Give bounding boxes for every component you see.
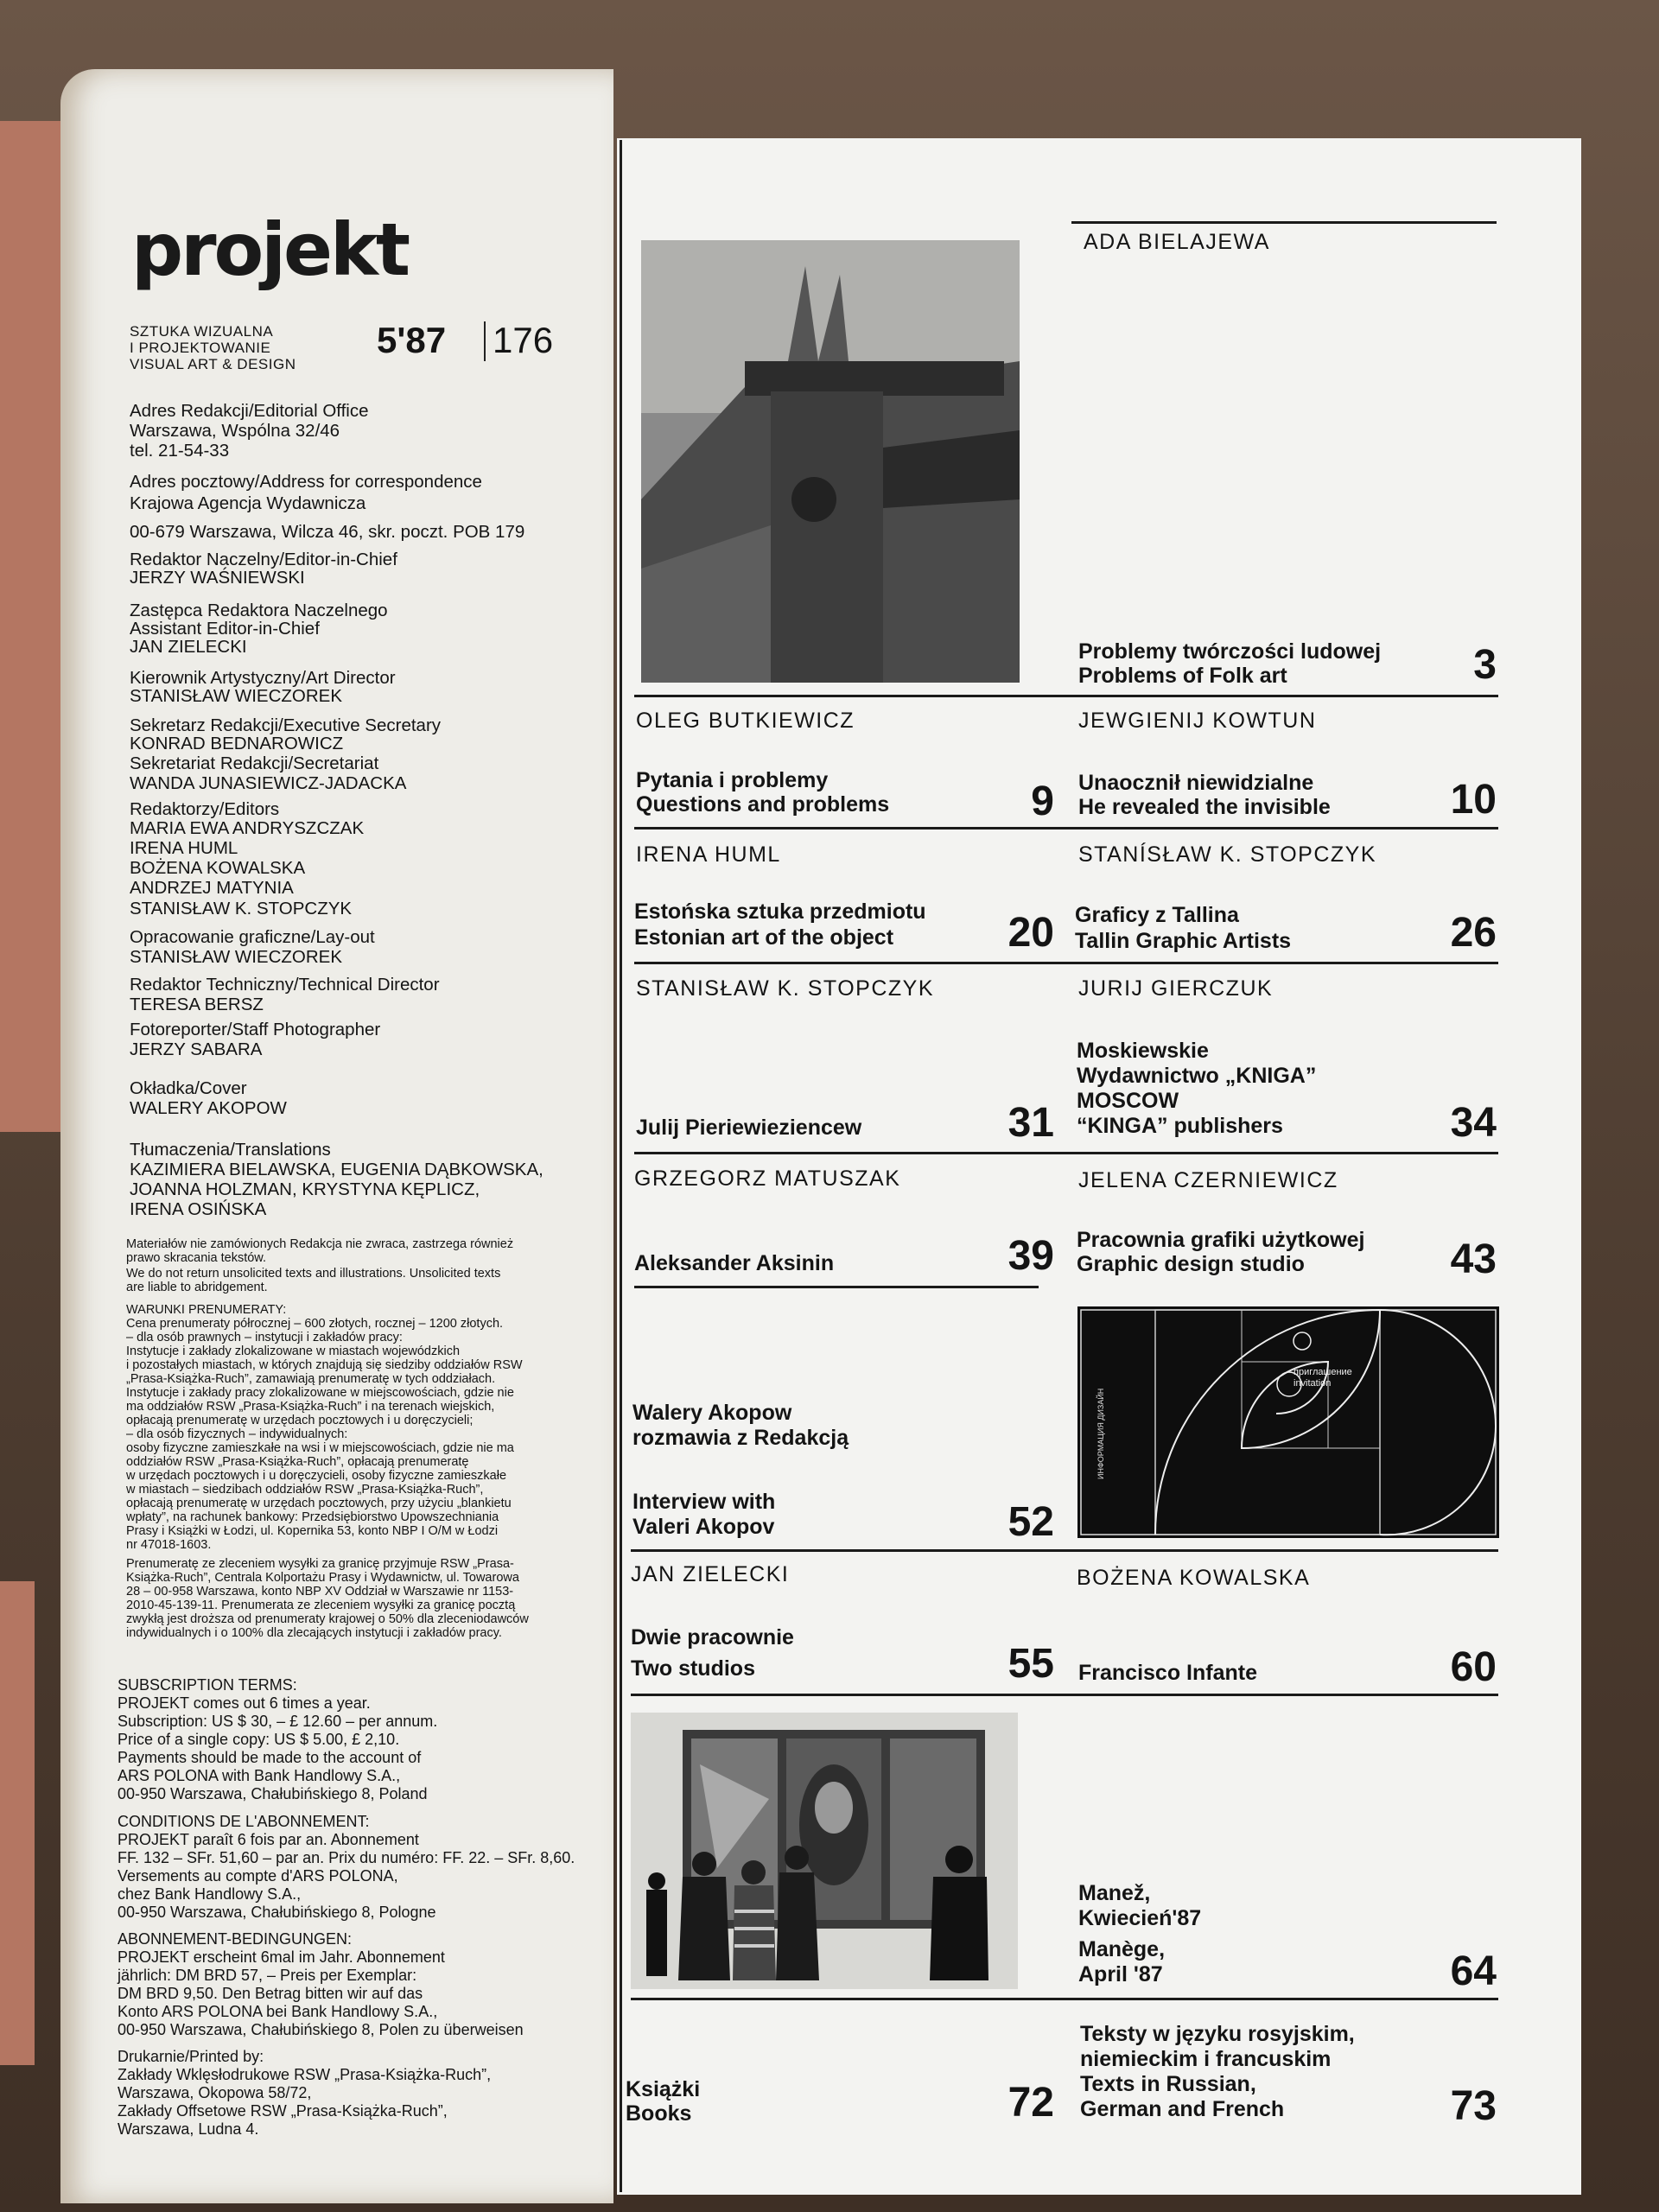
printed-line: Zakłady Offsetowe RSW „Prasa-Książka-Ruch”, [118, 2102, 448, 2120]
toc-author: GRZEGORZ MATUSZAK [634, 1166, 901, 1191]
toc-title[interactable]: He revealed the invisible [1078, 795, 1331, 819]
toc-page-number[interactable]: 34 [1450, 1100, 1497, 1146]
issue-number: 176 [493, 320, 554, 360]
toc-title[interactable]: Estonian art of the object [634, 925, 894, 950]
toc-title[interactable]: Książki [626, 2077, 701, 2101]
toc-author: STANISŁAW K. STOPCZYK [636, 976, 934, 1001]
toc-rule [634, 1286, 1039, 1288]
warunki-line: opłacają prenumeratę w urzędach pocztowych, przy użyciu „blankietu [126, 1497, 512, 1510]
toc-title[interactable]: niemieckim i francuskim [1080, 2047, 1332, 2071]
staff-line: TERESA BERSZ [130, 995, 264, 1014]
magazine-logo: projekt [131, 207, 409, 292]
toc-title[interactable]: Graphic design studio [1077, 1252, 1305, 1276]
toc-title[interactable]: Two studios [631, 1656, 755, 1681]
toc-title[interactable]: Moskiewskie [1077, 1039, 1209, 1063]
toc-title[interactable]: Valeri Akopov [632, 1515, 775, 1539]
issue-separator [484, 321, 486, 361]
toc-author: STANÍSŁAW K. STOPCZYK [1078, 842, 1376, 867]
subscription-line: SUBSCRIPTION TERMS: [118, 1676, 297, 1694]
toc-title[interactable]: Tallin Graphic Artists [1075, 929, 1292, 953]
toc-rule [634, 962, 1498, 964]
gutter-line [620, 140, 622, 2192]
subscription-line: Subscription: US $ 30, – £ 12.60 – per annum. [118, 1713, 438, 1730]
office-line: 00-679 Warszawa, Wilcza 46, skr. poczt. POB 179 [130, 522, 525, 542]
warunki-line: osoby fizyczne zamieszkałe na wsi i w miejscowościach, gdzie nie ma [126, 1441, 514, 1455]
warunki-line: nr 47018-1603. [126, 1538, 212, 1552]
bedingungen-line: jährlich: DM BRD 57, – Preis per Exemplar: [118, 1967, 417, 1984]
toc-page-number[interactable]: 73 [1450, 2083, 1497, 2129]
warunki-line: wpłaty”, na rachunek bankowy: Przedsiębiorstwo Upowszechniania [126, 1510, 499, 1524]
staff-line: Redaktorzy/Editors [130, 799, 280, 819]
bedingungen-line: Konto ARS POLONA bei Bank Handlowy S.A., [118, 2003, 438, 2020]
toc-title[interactable]: Francisco Infante [1078, 1661, 1257, 1685]
toc-title[interactable]: Interview with [632, 1490, 776, 1514]
toc-title[interactable]: Pracownia grafiki użytkowej [1077, 1228, 1365, 1252]
staff-line: IRENA OSIŃSKA [130, 1199, 267, 1219]
toc-title[interactable]: Julij Pieriewieziencew [636, 1116, 862, 1140]
bedingungen-line: ABONNEMENT-BEDINGUNGEN: [118, 1930, 353, 1948]
abonnement-line: Versements au compte d'ARS POLONA, [118, 1867, 398, 1885]
notice-line: Materiałów nie zamówionych Redakcja nie zwraca, zastrzega również [126, 1237, 514, 1251]
tagline-line-3: VISUAL ART & DESIGN [130, 356, 296, 372]
toc-title[interactable]: Graficy z Tallina [1075, 903, 1239, 927]
abonnement-line: CONDITIONS DE L'ABONNEMENT: [118, 1813, 370, 1830]
notice-line: are liable to abridgement. [126, 1281, 268, 1294]
toc-author: OLEG BUTKIEWICZ [636, 709, 855, 733]
toc-rule [634, 695, 1498, 697]
abonnement-line: 00-950 Warszawa, Chałubińskiego 8, Pologne [118, 1904, 436, 1921]
toc-title[interactable]: “KINGA” publishers [1077, 1114, 1283, 1138]
subscription-line: 00-950 Warszawa, Chałubińskiego 8, Poland [118, 1785, 428, 1802]
toc-title[interactable]: Problems of Folk art [1078, 664, 1287, 688]
warunki-line: oddziałów RSW „Prasa-Książka-Ruch”, opłacają prenumeratę [126, 1455, 469, 1469]
toc-title[interactable]: Questions and problems [636, 792, 890, 817]
toc-page-number[interactable]: 20 [1007, 910, 1054, 956]
toc-title[interactable]: Walery Akopow [632, 1401, 792, 1425]
toc-title[interactable]: Teksty w języku rosyjskim, [1080, 2022, 1355, 2046]
toc-page-number[interactable]: 55 [1007, 1641, 1054, 1687]
staff-line: Tłumaczenia/Translations [130, 1140, 331, 1160]
tagline-line-2: I PROJEKTOWANIE [130, 340, 271, 356]
subscription-line: Payments should be made to the account of [118, 1749, 422, 1766]
staff-line: Sekretarz Redakcji/Executive Secretary [130, 715, 442, 735]
toc-rule [631, 1998, 1498, 2000]
staff-line: STANISŁAW WIECZOREK [130, 947, 343, 967]
subscription-line: PROJEKT comes out 6 times a year. [118, 1694, 371, 1712]
toc-title[interactable]: Wydawnictwo „KNIGA” [1077, 1064, 1317, 1088]
printed-line: Warszawa, Okopowa 58/72, [118, 2084, 312, 2101]
staff-line: KONRAD BEDNAROWICZ [130, 734, 344, 753]
toc-author: BOŻENA KOWALSKA [1077, 1566, 1311, 1590]
toc-title[interactable]: Problemy twórczości ludowej [1078, 639, 1382, 664]
staff-line: JERZY WAŚNIEWSKI [130, 568, 305, 588]
staff-line: Redaktor Techniczny/Technical Director [130, 975, 440, 995]
warunki-line: zwykłą jest droższa od prenumeraty krajowej o 50% dla zleceniodawców [126, 1612, 529, 1626]
toc-page-number[interactable]: 72 [1007, 2080, 1054, 2126]
abonnement-line: FF. 132 – SFr. 51,60 – par an. Prix du numéro: FF. 22. – SFr. 8,60. [118, 1849, 575, 1866]
toc-title[interactable]: rozmawia z Redakcją [632, 1426, 849, 1450]
cover-edge [0, 121, 67, 1132]
warunki-line: Książka-Ruch”, Centrala Kolportażu Prasy i Wydawnictw, ul. Towarowa [126, 1571, 519, 1585]
staff-line: Opracowanie graficzne/Lay-out [130, 927, 375, 947]
bedingungen-line: 00-950 Warszawa, Chałubińskiego 8, Polen zu überweisen [118, 2021, 524, 2038]
warunki-line: Prenumeratę ze zleceniem wysyłki za granicę przyjmuje RSW „Prasa- [126, 1557, 514, 1571]
office-line: tel. 21-54-33 [130, 441, 230, 461]
warunki-line: Instytucje i zakłady pracy zlokalizowane w miejscowościach, gdzie nie [126, 1386, 514, 1400]
printed-line: Warszawa, Ludna 4. [118, 2120, 259, 2138]
toc-title[interactable]: Estońska sztuka przedmiotu [634, 899, 926, 924]
toc-page-number[interactable]: 52 [1007, 1499, 1054, 1545]
staff-line: Fotoreporter/Staff Photographer [130, 1020, 381, 1039]
toc-page-number[interactable]: 39 [1007, 1233, 1054, 1279]
warunki-line: indywidualnych i o 100% dla zlecających instytucji i zakładów pracy. [126, 1626, 502, 1640]
toc-page-number[interactable]: 64 [1450, 1948, 1497, 1994]
printed-line: Zakłady Wklęsłodrukowe RSW „Prasa-Książka-Ruch”, [118, 2066, 492, 2083]
toc-page-number[interactable]: 3 [1473, 642, 1497, 688]
abonnement-line: PROJEKT paraît 6 fois par an. Abonnement [118, 1831, 419, 1848]
staff-line: Redaktor Naczelny/Editor-in-Chief [130, 550, 397, 569]
toc-title[interactable]: MOSCOW [1077, 1089, 1179, 1113]
staff-line: JOANNA HOLZMAN, KRYSTYNA KĘPLICZ, [130, 1179, 480, 1199]
toc-page-number[interactable]: 26 [1450, 910, 1497, 956]
warunki-line: opłacają prenumeratę w urzędach pocztowych i u doręczycieli; [126, 1414, 474, 1427]
staff-line: Assistant Editor-in-Chief [130, 619, 320, 639]
issue-date: 5'87 [377, 320, 447, 360]
staff-line: BOŻENA KOWALSKA [130, 858, 306, 878]
bedingungen-line: PROJEKT erscheint 6mal im Jahr. Abonnement [118, 1948, 445, 1966]
staff-line: Sekretariat Redakcji/Secretariat [130, 753, 379, 773]
toc-page-number[interactable]: 31 [1007, 1100, 1054, 1146]
warunki-line: ma oddziałów RSW „Prasa-Książka-Ruch” i na terenach wiejskich, [126, 1400, 495, 1414]
toc-title[interactable]: Pytania i problemy [636, 768, 829, 792]
printed-line: Drukarnie/Printed by: [118, 2048, 264, 2065]
toc-title[interactable]: April '87 [1078, 1962, 1163, 1986]
staff-line: WALERY AKOPOW [130, 1098, 287, 1118]
toc-title[interactable]: Manež, [1078, 1881, 1151, 1905]
toc-page-number[interactable]: 9 [1031, 779, 1054, 824]
warunki-line: 28 – 00-958 Warszawa, konto NBP XV Oddział w Warszawie nr 1153- [126, 1585, 514, 1599]
toc-page-number[interactable]: 60 [1450, 1644, 1497, 1690]
warunki-line: – dla osób prawnych – instytucji i zakładów pracy: [126, 1331, 403, 1344]
notice-line: prawo skracania tekstów. [126, 1251, 266, 1265]
warunki-line: „Prasa-Książka-Ruch”, zamawiają prenumeratę w tych oddziałach. [126, 1372, 496, 1386]
graphic-caption-ru: приглашение [1294, 1367, 1352, 1377]
warunki-line: w miastach – siedzibach oddziałów RSW „Prasa-Książka-Ruch”, [126, 1483, 484, 1497]
toc-rule [631, 1549, 1498, 1552]
staff-line: WANDA JUNASIEWICZ-JADACKA [130, 773, 407, 793]
warunki-line: WARUNKI PRENUMERATY: [126, 1303, 287, 1317]
toc-title[interactable]: Unaocznił niewidzialne [1078, 771, 1314, 795]
toc-author: JEWGIENIJ KOWTUN [1078, 709, 1317, 733]
cover-edge-lower [0, 1581, 35, 2065]
graphic-design-image [1077, 1306, 1499, 1538]
staff-line: MARIA EWA ANDRYSZCZAK [130, 818, 365, 838]
warunki-line: Instytucje i zakłady zlokalizowane w miastach wojewódzkich [126, 1344, 461, 1358]
office-line: Adres Redakcji/Editorial Office [130, 401, 369, 421]
toc-title[interactable]: German and French [1080, 2097, 1285, 2121]
subscription-line: Price of a single copy: US $ 5.00, £ 2,10. [118, 1731, 400, 1748]
toc-rule [634, 827, 1498, 830]
staff-line: IRENA HUML [130, 838, 238, 858]
staff-line: STANISŁAW WIECZOREK [130, 686, 343, 706]
office-line: Krajowa Agencja Wydawnicza [130, 493, 366, 513]
toc-page-number[interactable]: 43 [1450, 1236, 1497, 1282]
toc-title[interactable]: Texts in Russian, [1080, 2072, 1256, 2096]
toc-author: IRENA HUML [636, 842, 781, 867]
warunki-line: i pozostałych miastach, w których znajdują się siedziby oddziałów RSW [126, 1358, 523, 1372]
warunki-line: – dla osób fizycznych – indywidualnych: [126, 1427, 348, 1441]
staff-line: Kierownik Artystyczny/Art Director [130, 668, 396, 688]
staff-line: Zastępca Redaktora Naczelnego [130, 601, 388, 620]
toc-title[interactable]: Dwie pracownie [631, 1625, 794, 1649]
warunki-line: w urzędach pocztowych i u doręczycieli, osoby fizyczne zamieszkałe [126, 1469, 507, 1483]
warunki-line: Cena prenumeraty półrocznej – 600 złotych, rocznej – 1200 złotych. [126, 1317, 504, 1331]
bedingungen-line: DM BRD 9,50. Den Betrag bitten wir auf das [118, 1985, 423, 2002]
toc-author: JURIJ GIERCZUK [1078, 976, 1274, 1001]
toc-rule [1071, 221, 1497, 224]
staff-line: JAN ZIELECKI [130, 637, 247, 657]
graphic-caption-en: invitation [1294, 1378, 1332, 1389]
abonnement-line: chez Bank Handlowy S.A., [118, 1885, 302, 1903]
staff-line: KAZIMIERA BIELAWSKA, EUGENIA DĄBKOWSKA, [130, 1160, 543, 1179]
tagline-line-1: SZTUKA WIZUALNA [130, 323, 274, 340]
warunki-line: Prasy i Książki w Łodzi, ul. Kopernika 53, konto NBP I O/M w Łodzi [126, 1524, 499, 1538]
staff-line: Okładka/Cover [130, 1078, 247, 1098]
subscription-line: ARS POLONA with Bank Handlowy S.A., [118, 1767, 401, 1784]
toc-rule [631, 1694, 1498, 1696]
warunki-line: 2010-45-139-11. Prenumerata ze zleceniem wysyłki za granicę pocztą [126, 1599, 516, 1612]
toc-rule [634, 1152, 1498, 1154]
svg-text:ИНФОРМАЦИЯ ДИЗАЙН: ИНФОРМАЦИЯ ДИЗАЙН [1096, 1388, 1105, 1479]
staff-line: JERZY SABARA [130, 1039, 263, 1059]
toc-title[interactable]: Aleksander Aksinin [634, 1251, 835, 1275]
staff-line: STANISŁAW K. STOPCZYK [130, 899, 353, 918]
notice-line: We do not return unsolicited texts and illustrations. Unsolicited texts [126, 1267, 501, 1281]
staff-line: ANDRZEJ MATYNIA [130, 878, 294, 898]
toc-title[interactable]: Manège, [1078, 1937, 1166, 1961]
office-line: Warszawa, Wspólna 32/46 [130, 421, 340, 441]
toc-author: JAN ZIELECKI [631, 1562, 790, 1586]
toc-title[interactable]: Books [626, 2101, 692, 2126]
toc-author: JELENA CZERNIEWICZ [1078, 1168, 1338, 1192]
toc-title[interactable]: Kwiecień'87 [1078, 1906, 1202, 1930]
folk-art-photo [641, 240, 1020, 683]
exhibition-photo [631, 1713, 1018, 1989]
toc-author: ADA BIELAJEWA [1084, 230, 1270, 254]
toc-page-number[interactable]: 10 [1450, 777, 1497, 823]
office-line: Adres pocztowy/Address for correspondence [130, 472, 482, 492]
